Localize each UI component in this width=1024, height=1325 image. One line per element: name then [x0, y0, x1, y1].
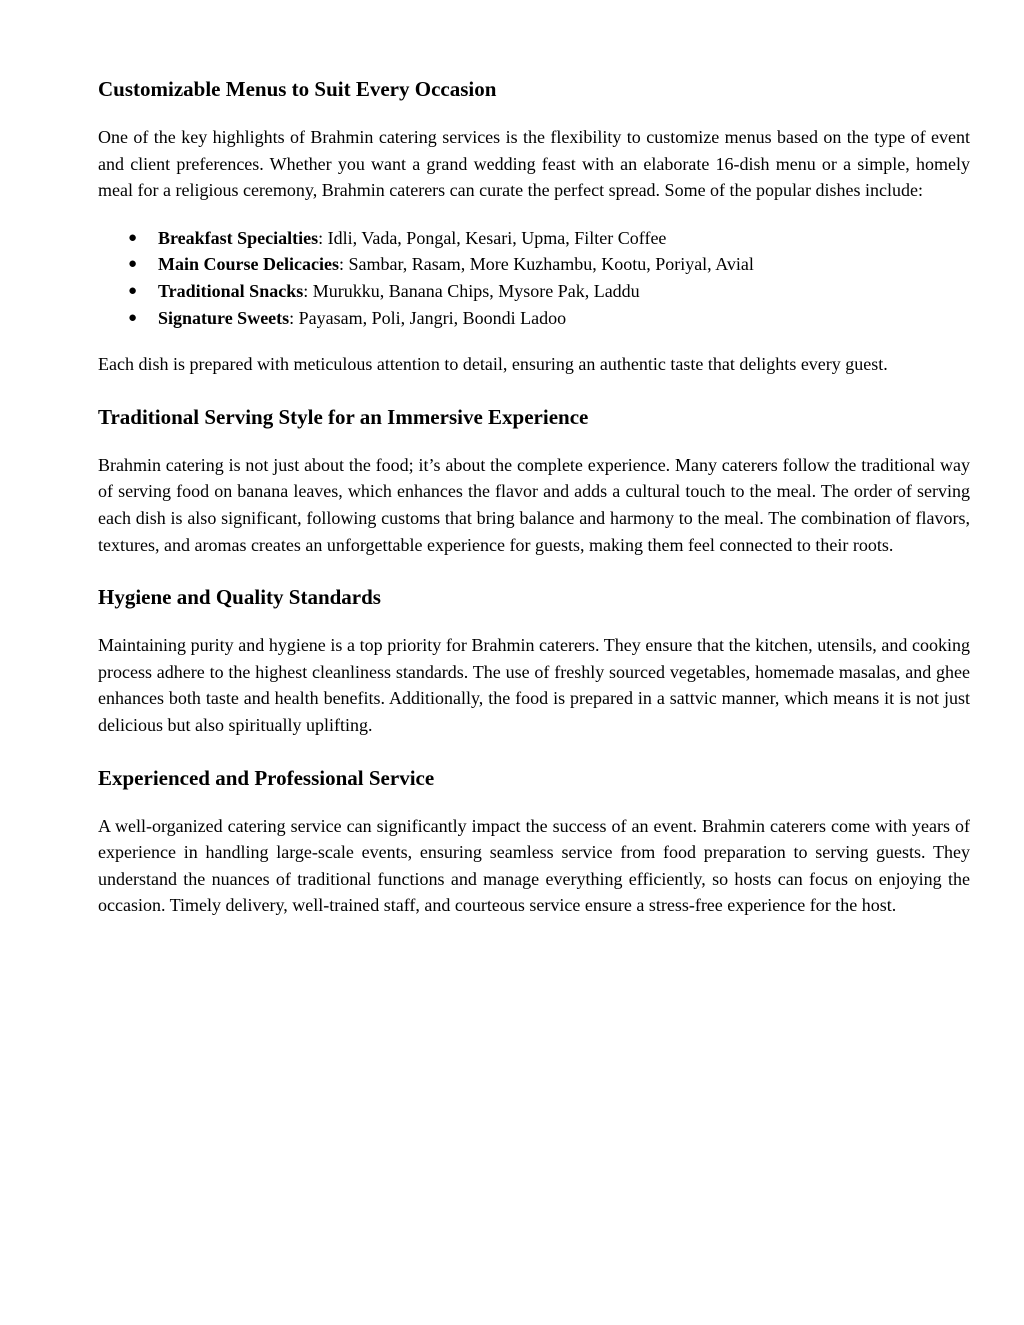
section-heading: Hygiene and Quality Standards	[98, 585, 381, 610]
list-item	[98, 225, 970, 252]
section-paragraph: Brahmin catering is not just about the food; it’s about the complete experience. Many caterers follow the traditional way of serving food on banana leaves, which enhances the flavor and adds a cultural touch to the meal. The order of serving each dish is also significant, following customs that bring balance and harmony to the meal. The combination of flavors, textures, and aromas creates an unforgettable experience for guests, making them feel connected to their roots.	[98, 454, 970, 555]
section-hygiene-quality	[98, 583, 970, 738]
dish-items: : Payasam, Poli, Jangri, Boondi Ladoo	[289, 307, 567, 328]
section-heading: Customizable Menus to Suit Every Occasion	[98, 77, 497, 101]
dish-category: Traditional Snacks	[158, 280, 304, 301]
section-experienced-service	[98, 764, 970, 919]
dish-category: Breakfast Specialties	[158, 227, 319, 248]
document-page	[98, 0, 970, 919]
dish-items: : Sambar, Rasam, More Kuzhambu, Kootu, Poriyal, Avial	[338, 254, 754, 275]
bullet-icon: ●	[128, 309, 138, 326]
section-paragraph: Maintaining purity and hygiene is a top priority for Brahmin caterers. They ensure that the kitchen, utensils, and cooking process adhere to the highest cleanliness standards. The use of freshly sourced vegetables, homemade masalas, and ghee enhances both taste and health benefits. Additionally, the food is prepared in a sattvic manner, which means it is not just delicious but also spiritually uplifting.	[98, 635, 970, 735]
section-heading: Experienced and Professional Service	[98, 765, 435, 790]
dish-items: : Murukku, Banana Chips, Mysore Pak, Laddu	[303, 280, 640, 301]
dish-category: Main Course Delicacies	[158, 254, 339, 275]
list-item	[98, 251, 970, 278]
list-item	[98, 305, 970, 332]
dish-category: Signature Sweets	[158, 307, 290, 328]
section-paragraph: One of the key highlights of Brahmin catering services is the flexibility to customize menus based on the type of event and client preferences. Whether you want a grand wedding feast with an elaborate 16-dish menu or a simple, homely meal for a religious ceremony, Brahmin caterers can curate the perfect spread. Some of the popular dishes include:	[98, 127, 970, 201]
section-paragraph: A well-organized catering service can significantly impact the success of an event. Brahmin caterers come with years of experience in handling large-scale events, ensuring seamless service from food preparation to serving guests. They understand the nuances of traditional functions and manage everything efficiently, so hosts can focus on enjoying the occasion. Timely delivery, well-trained staff, and courteous service ensure a stress-free experience for the host.	[98, 815, 970, 916]
section-customizable-menus	[98, 75, 970, 378]
dish-list	[98, 225, 970, 331]
dish-items: : Idli, Vada, Pongal, Kesari, Upma, Filter Coffee	[318, 227, 667, 248]
bullet-icon: ●	[128, 229, 138, 246]
section-heading: Traditional Serving Style for an Immersive Experience	[98, 404, 589, 429]
bullet-icon: ●	[128, 282, 138, 299]
section-traditional-serving	[98, 403, 970, 558]
section-paragraph: Each dish is prepared with meticulous attention to detail, ensuring an authentic taste that delights every guest.	[98, 354, 888, 375]
list-item	[98, 278, 970, 305]
bullet-icon: ●	[128, 256, 138, 273]
